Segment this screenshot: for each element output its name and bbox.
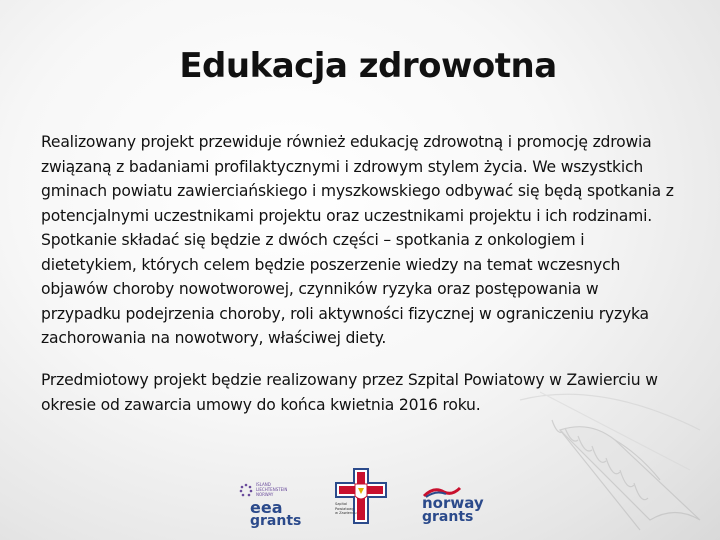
norway-word: norway [422,494,484,512]
logos-row [230,462,500,530]
eea-grants-logo [238,482,308,528]
eea-word: eea [250,498,283,517]
eea-dots-icon [238,482,254,498]
slide-title: Edukacja zdrowotna [179,46,557,86]
grants-word: grants [250,513,302,529]
hospital-cross-icon [333,466,393,528]
eea-small-text: ISLAND LIECHTENSTEIN NORWAY [256,482,288,497]
hospital-logo [333,466,393,528]
hospital-caption: Szpital Powiatowy w Zawierciu [335,502,357,515]
body-paragraph-2: Przedmiotowy projekt będzie realizowany przez Szpital Powiatowy w Zawierciu w okresie od zawarcia umowy do końca kwietnia 2016 roku. [41,371,658,414]
body-paragraph-1: Realizowany projekt przewiduje również edukację zdrowotną i promocję zdrowia związaną z badaniami profilaktycznymi i zdrowym stylem życia. We wszystkich gminach powiatu zawierciańskiego i myszkowskiego odbywać się będą spotkania z potencjalnymi uczestnikami projektu oraz uczestnikami projektu i ich rodzinami. Spotkanie składać się będzie z dwóch części – spotkania z onkologiem i dietetykiem, których celem będzie poszerzenie wiedzy na temat wczesnych objawów choroby nowotworowej, czynników ryzyka oraz postępowania w przypadku podejrzenia choroby, roli aktywności fizycznej w ograniczeniu ryzyka zachorowania na nowotwory, właściwej diety. [41,133,674,347]
norway-grants-word: grants [422,509,474,525]
norway-grants-logo [422,486,492,528]
